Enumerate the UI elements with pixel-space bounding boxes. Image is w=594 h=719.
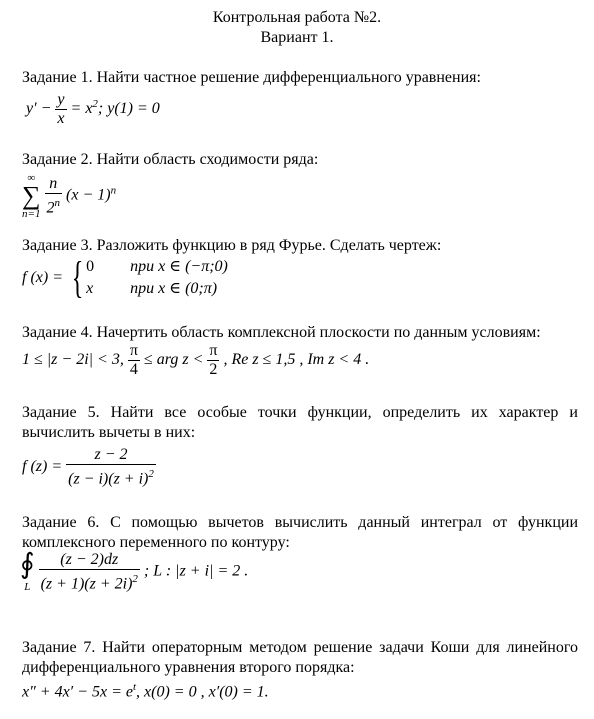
fraction-numerator: π [209, 342, 218, 359]
fraction [66, 446, 156, 488]
task-7-title: Задание 7. Найти операторным методом решение задачи Коши для линейного дифференциального уравнения второго порядка: [22, 639, 578, 676]
exponent: 2 [132, 572, 138, 585]
formula-text: ; y(1) = 0 [97, 100, 160, 118]
case-condition: при x ∈ (−π;0) [130, 258, 228, 275]
fraction [45, 175, 63, 217]
task-4-formula [22, 342, 369, 379]
task-6-title: Задание 6. С помощью вычетов вычислить данный интеграл от функции комплексного переменного по контуру: [22, 514, 578, 551]
fraction-numerator: z − 2 [66, 446, 156, 465]
task-1-title: Задание 1. Найти частное решение дифференциального уравнения: [22, 69, 481, 86]
fraction-denominator: x [57, 110, 65, 127]
task-5-formula [22, 446, 156, 488]
summation [22, 172, 41, 220]
task-7-formula [22, 681, 269, 701]
document-title: Контрольная работа №2. [212, 9, 382, 26]
exponent: 2 [148, 468, 154, 480]
task-2 [22, 150, 578, 170]
fraction-numerator: π [129, 342, 138, 359]
task-6-formula [20, 550, 248, 594]
case-value: x [86, 280, 94, 297]
formula-text: (x − 1) [66, 186, 111, 204]
formula-text: 1 ≤ |z − 2i| < 3, [22, 351, 124, 369]
formula-text: x″ + 4x′ − 5x = e [22, 683, 133, 701]
piecewise-cases [86, 256, 228, 300]
integral-contour-label: L [24, 581, 31, 593]
formula-text: f (x) = [22, 269, 63, 286]
case-condition: при x ∈ (0;π) [130, 280, 218, 297]
task-7 [22, 638, 578, 678]
task-3 [22, 236, 578, 256]
formula-text: f (z) = [22, 457, 63, 475]
case-value: 0 [86, 258, 95, 275]
fraction [207, 342, 219, 379]
contour-integral [20, 550, 35, 594]
task-1-formula [26, 91, 160, 128]
formula-text: ≤ arg z < [143, 351, 204, 369]
formula-text: ; L : |z + i| = 2 . [143, 562, 249, 580]
fraction-denominator: 4 [129, 361, 138, 378]
sum-upper-limit: ∞ [27, 172, 36, 184]
fraction-numerator: n [45, 175, 63, 194]
fraction-denominator [39, 570, 140, 593]
task-2-title: Задание 2. Найти область сходимости ряда: [22, 151, 319, 168]
exponent: t [132, 681, 137, 693]
fraction-numerator: y [57, 91, 65, 108]
contour-integral-symbol: ∮ [20, 549, 35, 580]
task-1 [22, 68, 578, 88]
denominator-base: (z + 1)(z + 2i) [40, 575, 133, 593]
task-3-formula [22, 253, 228, 302]
denominator-base: (z − i)(z + i) [68, 470, 149, 488]
fraction [39, 551, 140, 593]
formula-text: , Re z ≤ 1,5 , Im z < 4 . [223, 351, 370, 369]
fraction [128, 342, 140, 379]
task-3-title: Задание 3. Разложить функцию в ряд Фурье. Сделать чертеж: [22, 237, 442, 254]
sum-lower-limit: n=1 [22, 208, 41, 220]
document-header [0, 8, 594, 48]
left-brace: { [71, 253, 84, 302]
formula-text: y′ − [26, 100, 52, 118]
variant-label: Вариант 1. [260, 29, 334, 46]
sum-symbol: ∑ [22, 181, 41, 210]
fraction-denominator: 2 [209, 361, 218, 378]
task-5 [22, 403, 578, 443]
exponent: n [110, 184, 117, 197]
task-6 [22, 513, 578, 553]
task-4 [22, 323, 578, 343]
formula-text: = x [70, 100, 93, 118]
fraction [55, 91, 66, 128]
denominator-base: 2 [46, 199, 55, 217]
case-row [86, 278, 228, 300]
formula-text: , x(0) = 0 , x′(0) = 1. [136, 683, 269, 701]
fraction-denominator [66, 465, 156, 488]
case-row [86, 256, 228, 278]
fraction-denominator [45, 194, 63, 217]
task-2-formula [22, 172, 116, 220]
exponent: n [54, 196, 61, 209]
task-5-title: Задание 5. Найти все особые точки функции, определить их характер и вычислить вычеты в них: [22, 404, 578, 441]
exponent: 2 [92, 97, 98, 110]
task-4-title: Задание 4. Начертить область комплексной плоскости по данным условиям: [22, 324, 541, 341]
fraction-numerator: (z − 2)dz [39, 551, 140, 570]
